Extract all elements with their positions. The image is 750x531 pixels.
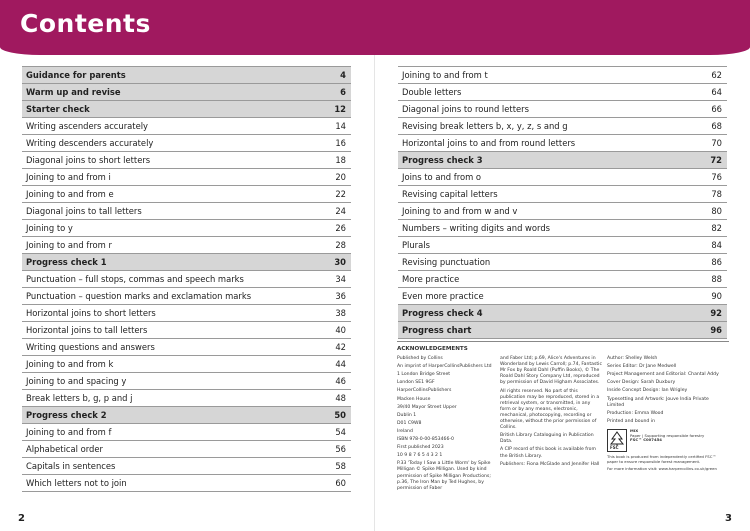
contents-row bbox=[22, 475, 351, 492]
acknowledgement-line: 10 9 8 7 6 5 4 3 2 1 bbox=[397, 453, 443, 459]
contents-entry-page: 96 bbox=[688, 322, 727, 339]
contents-row bbox=[22, 254, 351, 271]
contents-row bbox=[22, 373, 351, 390]
fsc-logo-text: FSC bbox=[610, 444, 619, 450]
contents-row bbox=[22, 101, 351, 118]
acknowledgement-line: Ireland bbox=[397, 428, 413, 434]
fsc-mix-sub: Paper | Supporting responsible forestry bbox=[630, 432, 705, 438]
acknowledgement-line: Macken House bbox=[397, 396, 431, 402]
contents-entry-label: Joining to y bbox=[22, 220, 312, 237]
contents-entry-page: 26 bbox=[312, 220, 351, 237]
contents-row bbox=[22, 407, 351, 424]
contents-entry-label: Progress check 3 bbox=[398, 152, 688, 169]
contents-row bbox=[22, 458, 351, 475]
acknowledgement-line: London SE1 9GF bbox=[397, 380, 435, 386]
contents-entry-label: Joining to and from w and v bbox=[398, 203, 688, 220]
contents-entry-label: Writing questions and answers bbox=[22, 339, 312, 356]
acknowledgement-line: HarperCollinsPublishers bbox=[397, 388, 452, 394]
contents-row bbox=[398, 169, 727, 186]
contents-entry-label: Warm up and revise bbox=[22, 84, 312, 101]
contents-row bbox=[22, 441, 351, 458]
contents-row bbox=[22, 67, 351, 84]
contents-entry-page: 90 bbox=[688, 288, 727, 305]
acknowledgement-line: Dublin 1 bbox=[397, 412, 417, 418]
contents-entry-page: 38 bbox=[312, 305, 351, 322]
acknowledgement-line: 1 London Bridge Street bbox=[397, 372, 451, 378]
contents-entry-page: 72 bbox=[688, 152, 727, 169]
contents-entry-label: Joining to and from k bbox=[22, 356, 312, 373]
contents-row bbox=[398, 152, 727, 169]
acknowledgement-line: Production: Emma Wood bbox=[607, 410, 664, 416]
contents-entry-page: 88 bbox=[688, 271, 727, 288]
contents-entry-page: 40 bbox=[312, 322, 351, 339]
contents-row bbox=[398, 67, 727, 84]
contents-entry-label: Writing ascenders accurately bbox=[22, 118, 312, 135]
contents-entry-page: 64 bbox=[688, 84, 727, 101]
contents-entry-label: Plurals bbox=[398, 237, 688, 254]
contents-entry-label: Joining to and from t bbox=[398, 67, 688, 84]
contents-entry-label: Progress check 1 bbox=[22, 254, 312, 271]
acknowledgements-column-2 bbox=[500, 356, 602, 470]
contents-row bbox=[398, 305, 727, 322]
contents-entry-label: Starter check bbox=[22, 101, 312, 118]
contents-entry-page: 56 bbox=[312, 441, 351, 458]
contents-row bbox=[22, 135, 351, 152]
contents-entry-label: Writing descenders accurately bbox=[22, 135, 312, 152]
contents-entry-page: 66 bbox=[688, 101, 727, 118]
contents-row bbox=[22, 84, 351, 101]
contents-entry-page: 78 bbox=[688, 186, 727, 203]
page-title: Contents bbox=[20, 9, 151, 38]
contents-entry-page: 18 bbox=[312, 152, 351, 169]
acknowledgement-line: Cover Design: Sarah Duxbury bbox=[607, 380, 676, 386]
acknowledgement-line: Publishers: Fiona McGlade and Jennifer Hall bbox=[500, 461, 600, 467]
fsc-note: This book is produced from independently certified FSC™ paper to ensure responsible forest management. bbox=[607, 453, 717, 464]
contents-entry-page: 14 bbox=[312, 118, 351, 135]
contents-entry-label: Punctuation – full stops, commas and speech marks bbox=[22, 271, 312, 288]
contents-row bbox=[22, 203, 351, 220]
contents-entry-label: Horizontal joins to tall letters bbox=[22, 322, 312, 339]
contents-entry-label: Joins to and from o bbox=[398, 169, 688, 186]
contents-row bbox=[22, 305, 351, 322]
contents-row bbox=[398, 288, 727, 305]
contents-row bbox=[22, 152, 351, 169]
acknowledgement-line: A CIP record of this book is available from the British Library. bbox=[500, 447, 596, 459]
contents-row bbox=[22, 390, 351, 407]
contents-entry-label: Punctuation – question marks and exclamation marks bbox=[22, 288, 312, 305]
acknowledgement-line: Printed and bound in bbox=[607, 418, 655, 424]
contents-entry-label: Diagonal joins to round letters bbox=[398, 101, 688, 118]
acknowledgement-line: Series Editor: Dr Jane Medwell bbox=[607, 364, 677, 370]
contents-entry-page: 4 bbox=[312, 67, 351, 84]
acknowledgement-line: All rights reserved. No part of this publication may be reproduced, stored in a retrieval system, or transmitted, in any form or by any means, electronic, mechanical, photocopying, recording or otherwise, without the prior permission of Collins. bbox=[500, 388, 600, 431]
contents-row bbox=[22, 186, 351, 203]
left-page bbox=[0, 55, 375, 531]
contents-entry-page: 76 bbox=[688, 169, 727, 186]
contents-entry-page: 80 bbox=[688, 203, 727, 220]
contents-entry-page: 22 bbox=[312, 186, 351, 203]
contents-entry-label: Diagonal joins to short letters bbox=[22, 152, 312, 169]
contents-entry-label: Alphabetical order bbox=[22, 441, 312, 458]
contents-entry-page: 62 bbox=[688, 67, 727, 84]
fsc-certification bbox=[607, 429, 727, 452]
contents-row bbox=[398, 254, 727, 271]
contents-row bbox=[22, 322, 351, 339]
contents-entry-label: Break letters b, g, p and j bbox=[22, 390, 312, 407]
acknowledgement-line: Typesetting and Artwork: Jouve India Private Limited bbox=[607, 396, 709, 408]
contents-entry-page: 54 bbox=[312, 424, 351, 441]
contents-entry-page: 58 bbox=[312, 458, 351, 475]
contents-row bbox=[22, 288, 351, 305]
contents-row bbox=[22, 356, 351, 373]
contents-row bbox=[398, 322, 727, 339]
contents-row bbox=[398, 118, 727, 135]
right-page bbox=[375, 55, 750, 531]
contents-row bbox=[398, 186, 727, 203]
contents-entry-page: 30 bbox=[312, 254, 351, 271]
contents-row bbox=[398, 84, 727, 101]
contents-entry-page: 16 bbox=[312, 135, 351, 152]
acknowledgement-line: P.33 'Today I Saw a Little Worm' by Spike Milligan © Spike Milligan. Used by kind permission of Spike Milligan Productions; p.36, The Iron Man by Ted Hughes, by permission of Faber bbox=[397, 461, 491, 491]
page-number-right: 3 bbox=[725, 513, 732, 524]
contents-row bbox=[398, 220, 727, 237]
acknowledgements bbox=[397, 341, 729, 526]
contents-entry-label: Revising break letters b, x, y, z, s and g bbox=[398, 118, 688, 135]
acknowledgement-line: Project Management and Editorial: Chantal Addy bbox=[607, 372, 719, 378]
contents-table-left bbox=[22, 66, 351, 492]
acknowledgement-line: Author: Shelley Welsh bbox=[607, 356, 658, 362]
contents-row bbox=[22, 271, 351, 288]
acknowledgements-column-1 bbox=[397, 356, 499, 494]
fsc-tree-icon bbox=[607, 429, 627, 452]
contents-entry-label: Progress check 2 bbox=[22, 407, 312, 424]
contents-entry-label: Joining to and from r bbox=[22, 237, 312, 254]
contents-entry-page: 84 bbox=[688, 237, 727, 254]
contents-entry-label: Guidance for parents bbox=[22, 67, 312, 84]
acknowledgement-line: 39/40 Mayor Street Upper bbox=[397, 404, 457, 410]
contents-entry-page: 50 bbox=[312, 407, 351, 424]
contents-row bbox=[22, 169, 351, 186]
contents-row bbox=[398, 237, 727, 254]
acknowledgement-line: An imprint of HarperCollinsPublishers Ltd bbox=[397, 364, 492, 370]
contents-entry-page: 28 bbox=[312, 237, 351, 254]
page-number-left: 2 bbox=[18, 513, 25, 524]
acknowledgement-line: ISBN 978-0-00-853466-0 bbox=[397, 437, 454, 443]
acknowledgements-heading: ACKNOWLEDGEMENTS bbox=[397, 341, 729, 352]
acknowledgement-line: and Faber Ltd; p.69, Alice's Adventures in Wonderland by Lewis Carroll; p.74, Fantastic Mr Fox by Roald Dahl (Puffin Books), © The Roald Dahl Story Company Ltd, reproduced by permission of David Higham Associates. bbox=[500, 356, 602, 386]
contents-entry-label: Progress check 4 bbox=[398, 305, 688, 322]
contents-entry-label: Joining to and from f bbox=[22, 424, 312, 441]
fsc-mix: MIX bbox=[630, 427, 639, 433]
contents-entry-label: Horizontal joins to short letters bbox=[22, 305, 312, 322]
acknowledgement-line: First published 2023 bbox=[397, 445, 444, 451]
contents-table-right bbox=[398, 66, 727, 339]
contents-row bbox=[398, 271, 727, 288]
contents-row bbox=[22, 424, 351, 441]
contents-entry-page: 44 bbox=[312, 356, 351, 373]
contents-entry-page: 6 bbox=[312, 84, 351, 101]
contents-row bbox=[22, 339, 351, 356]
contents-row bbox=[22, 237, 351, 254]
fsc-more-info: For more information visit: www.harpercollins.co.uk/green bbox=[607, 466, 717, 472]
contents-entry-page: 12 bbox=[312, 101, 351, 118]
acknowledgement-line: British Library Cataloguing in Publication Data. bbox=[500, 433, 594, 445]
contents-entry-page: 68 bbox=[688, 118, 727, 135]
contents-row bbox=[22, 118, 351, 135]
acknowledgement-line: D01 C9W8 bbox=[397, 420, 422, 426]
contents-entry-page: 48 bbox=[312, 390, 351, 407]
contents-entry-label: Double letters bbox=[398, 84, 688, 101]
contents-entry-page: 34 bbox=[312, 271, 351, 288]
contents-entry-page: 82 bbox=[688, 220, 727, 237]
contents-entry-label: Diagonal joins to tall letters bbox=[22, 203, 312, 220]
contents-entry-page: 86 bbox=[688, 254, 727, 271]
contents-entry-page: 46 bbox=[312, 373, 351, 390]
contents-entry-label: Joining to and from i bbox=[22, 169, 312, 186]
contents-row bbox=[22, 220, 351, 237]
contents-entry-label: Revising capital letters bbox=[398, 186, 688, 203]
contents-row bbox=[398, 203, 727, 220]
contents-entry-label: Horizontal joins to and from round letters bbox=[398, 135, 688, 152]
contents-entry-label: Numbers – writing digits and words bbox=[398, 220, 688, 237]
acknowledgement-line: Published by Collins bbox=[397, 356, 443, 362]
contents-entry-label: Which letters not to join bbox=[22, 475, 312, 492]
acknowledgements-column-3 bbox=[607, 356, 727, 472]
contents-entry-label: More practice bbox=[398, 271, 688, 288]
contents-entry-label: Revising punctuation bbox=[398, 254, 688, 271]
acknowledgement-line: Inside Concept Design: Ian Wrigley bbox=[607, 388, 688, 394]
contents-row bbox=[398, 101, 727, 118]
contents-entry-page: 20 bbox=[312, 169, 351, 186]
contents-entry-page: 36 bbox=[312, 288, 351, 305]
contents-entry-page: 42 bbox=[312, 339, 351, 356]
contents-entry-page: 24 bbox=[312, 203, 351, 220]
contents-entry-page: 92 bbox=[688, 305, 727, 322]
fsc-code: FSC™ C007454 bbox=[630, 437, 662, 443]
contents-entry-page: 70 bbox=[688, 135, 727, 152]
contents-entry-label: Progress chart bbox=[398, 322, 688, 339]
contents-entry-label: Even more practice bbox=[398, 288, 688, 305]
contents-row bbox=[398, 135, 727, 152]
contents-entry-label: Joining to and spacing y bbox=[22, 373, 312, 390]
contents-entry-page: 60 bbox=[312, 475, 351, 492]
contents-entry-label: Joining to and from e bbox=[22, 186, 312, 203]
contents-entry-label: Capitals in sentences bbox=[22, 458, 312, 475]
